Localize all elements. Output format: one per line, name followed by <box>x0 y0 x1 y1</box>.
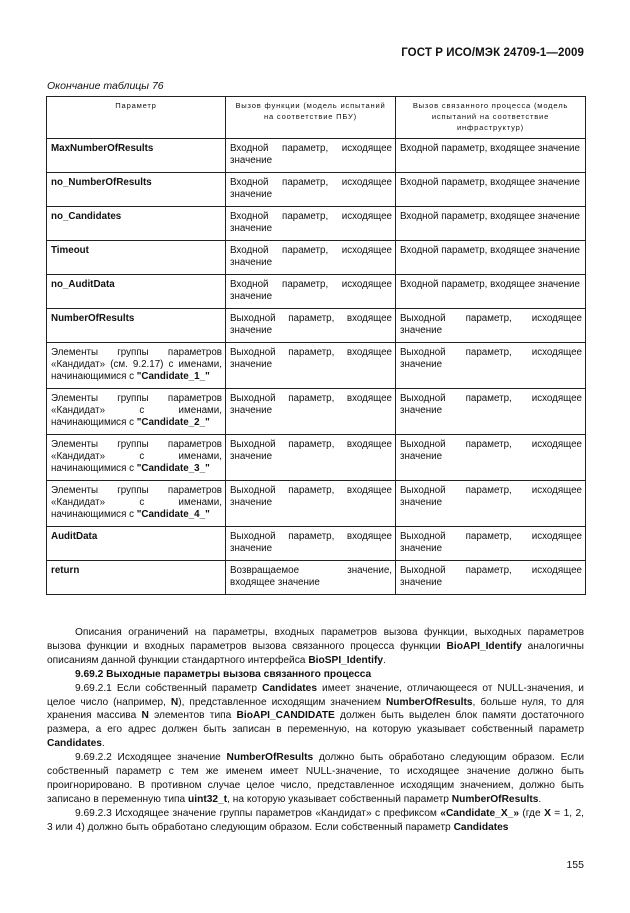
param-text: Элементы группы параметров «Кандидат» с именами, начинающимися с <box>51 485 222 521</box>
table-row <box>47 389 586 435</box>
param-text: Элементы группы параметров «Кандидат» с именами, начинающимися с <box>51 439 222 475</box>
proc-cell: Выходной параметр, исходящее значение <box>396 527 586 561</box>
proc-cell: Выходной параметр, исходящее значение <box>396 561 586 595</box>
param-cell: Timeout <box>47 241 226 275</box>
table-row <box>47 309 586 343</box>
proc-cell: Выходной параметр, исходящее значение <box>396 389 586 435</box>
table-row <box>47 481 586 527</box>
param-cell <box>47 481 226 527</box>
func-cell: Выходной параметр, входящее значение <box>226 343 396 389</box>
table-row <box>47 343 586 389</box>
func-cell: Выходной параметр, входящее значение <box>226 527 396 561</box>
header-function-call: Вызов функции (модель испытаний на соответствие ПБУ) <box>226 97 396 139</box>
func-cell: Входной параметр, исходящее значение <box>226 275 396 309</box>
document-header: ГОСТ Р ИСО/МЭК 24709-1—2009 <box>401 47 584 59</box>
func-cell: Входной параметр, исходящее значение <box>226 139 396 173</box>
param-name: "Candidate_4_" <box>136 509 210 521</box>
header-process-call: Вызов связанного процесса (модель испытаний на соответствие инфраструктур) <box>396 97 586 139</box>
paragraph: 9.69.2.1 Если собственный параметр Candidates имеет значение, отличающееся от NULL-значения, и целое число (например, N), представленное исходящим значением NumberOfResults, больше нуля, то для хранения массива N элементов типа BioAPI_CANDIDATE должен быть выделен блок памяти достаточного размера, а его адрес должен быть записан в переменную, на которую указывает собственный параметр Candidates. <box>47 682 584 750</box>
param-cell <box>47 343 226 389</box>
func-cell: Возвращаемое значение, входящее значение <box>226 561 396 595</box>
table-row <box>47 527 586 561</box>
param-name: "Candidate_1_" <box>136 371 210 383</box>
param-cell <box>47 389 226 435</box>
func-cell: Входной параметр, исходящее значение <box>226 241 396 275</box>
param-cell: no_AuditData <box>47 275 226 309</box>
param-text: Элементы группы параметров «Кандидат» (см. 9.2.17) с именами, начинающимися с <box>51 347 222 383</box>
func-cell: Входной параметр, исходящее значение <box>226 207 396 241</box>
param-name: "Candidate_2_" <box>136 417 210 429</box>
table-row <box>47 275 586 309</box>
param-cell: no_Candidates <box>47 207 226 241</box>
func-cell: Входной параметр, исходящее значение <box>226 173 396 207</box>
table-row <box>47 435 586 481</box>
param-text: Элементы группы параметров «Кандидат» с именами, начинающимися с <box>51 393 222 429</box>
func-cell: Выходной параметр, входящее значение <box>226 481 396 527</box>
section-heading: 9.69.2 Выходные параметры вызова связанного процесса <box>75 668 372 680</box>
table-row <box>47 561 586 595</box>
proc-cell: Выходной параметр, исходящее значение <box>396 435 586 481</box>
table-row <box>47 241 586 275</box>
param-cell: AuditData <box>47 527 226 561</box>
param-cell: no_NumberOfResults <box>47 173 226 207</box>
parameters-table <box>46 96 586 595</box>
proc-cell: Выходной параметр, исходящее значение <box>396 343 586 389</box>
paragraph: Описания ограничений на параметры, входных параметров вызова функции, выходных параметров вызова функции и входных параметров вызова связанного процесса функции BioAPI_Identify аналогичны описаниям данной функции стандартного интерфейса BioSPI_Identify. <box>47 627 584 666</box>
proc-cell: Входной параметр, входящее значение <box>396 207 586 241</box>
param-name: "Candidate_3_" <box>136 463 210 475</box>
param-cell: NumberOfResults <box>47 309 226 343</box>
proc-cell: Входной параметр, входящее значение <box>396 241 586 275</box>
table-row <box>47 139 586 173</box>
body-text <box>47 626 584 835</box>
table-row <box>47 173 586 207</box>
param-cell: return <box>47 561 226 595</box>
table-row <box>47 207 586 241</box>
func-cell: Выходной параметр, входящее значение <box>226 389 396 435</box>
paragraph: 9.69.2.2 Исходящее значение NumberOfResults должно быть обработано следующим образом. Если собственный параметр с тем же именем имеет NULL-значение, то исходящее значение должно быть проигнорировано. В противном случае целое число, представленное исходящим значением, должно быть записано в переменную типа uint32_t, на которую указывает собственный параметр NumberOfResults. <box>47 752 585 805</box>
proc-cell: Выходной параметр, исходящее значение <box>396 309 586 343</box>
func-cell: Выходной параметр, входящее значение <box>226 435 396 481</box>
proc-cell: Входной параметр, входящее значение <box>396 275 586 309</box>
param-cell: MaxNumberOfResults <box>47 139 226 173</box>
paragraph: 9.69.2.3 Исходящее значение группы параметров «Кандидат» с префиксом «Candidate_X_» (где X = 1, 2, 3 или 4) должно быть обработано следующим образом. Если собственный параметр Candidates <box>47 807 584 833</box>
proc-cell: Входной параметр, входящее значение <box>396 139 586 173</box>
proc-cell: Входной параметр, входящее значение <box>396 173 586 207</box>
proc-cell: Выходной параметр, исходящее значение <box>396 481 586 527</box>
func-cell: Выходной параметр, входящее значение <box>226 309 396 343</box>
table-caption: Окончание таблицы 76 <box>47 80 164 92</box>
table-header-row <box>47 97 586 139</box>
header-parameter: Параметр <box>47 97 226 139</box>
page-number: 155 <box>566 859 584 871</box>
param-cell <box>47 435 226 481</box>
